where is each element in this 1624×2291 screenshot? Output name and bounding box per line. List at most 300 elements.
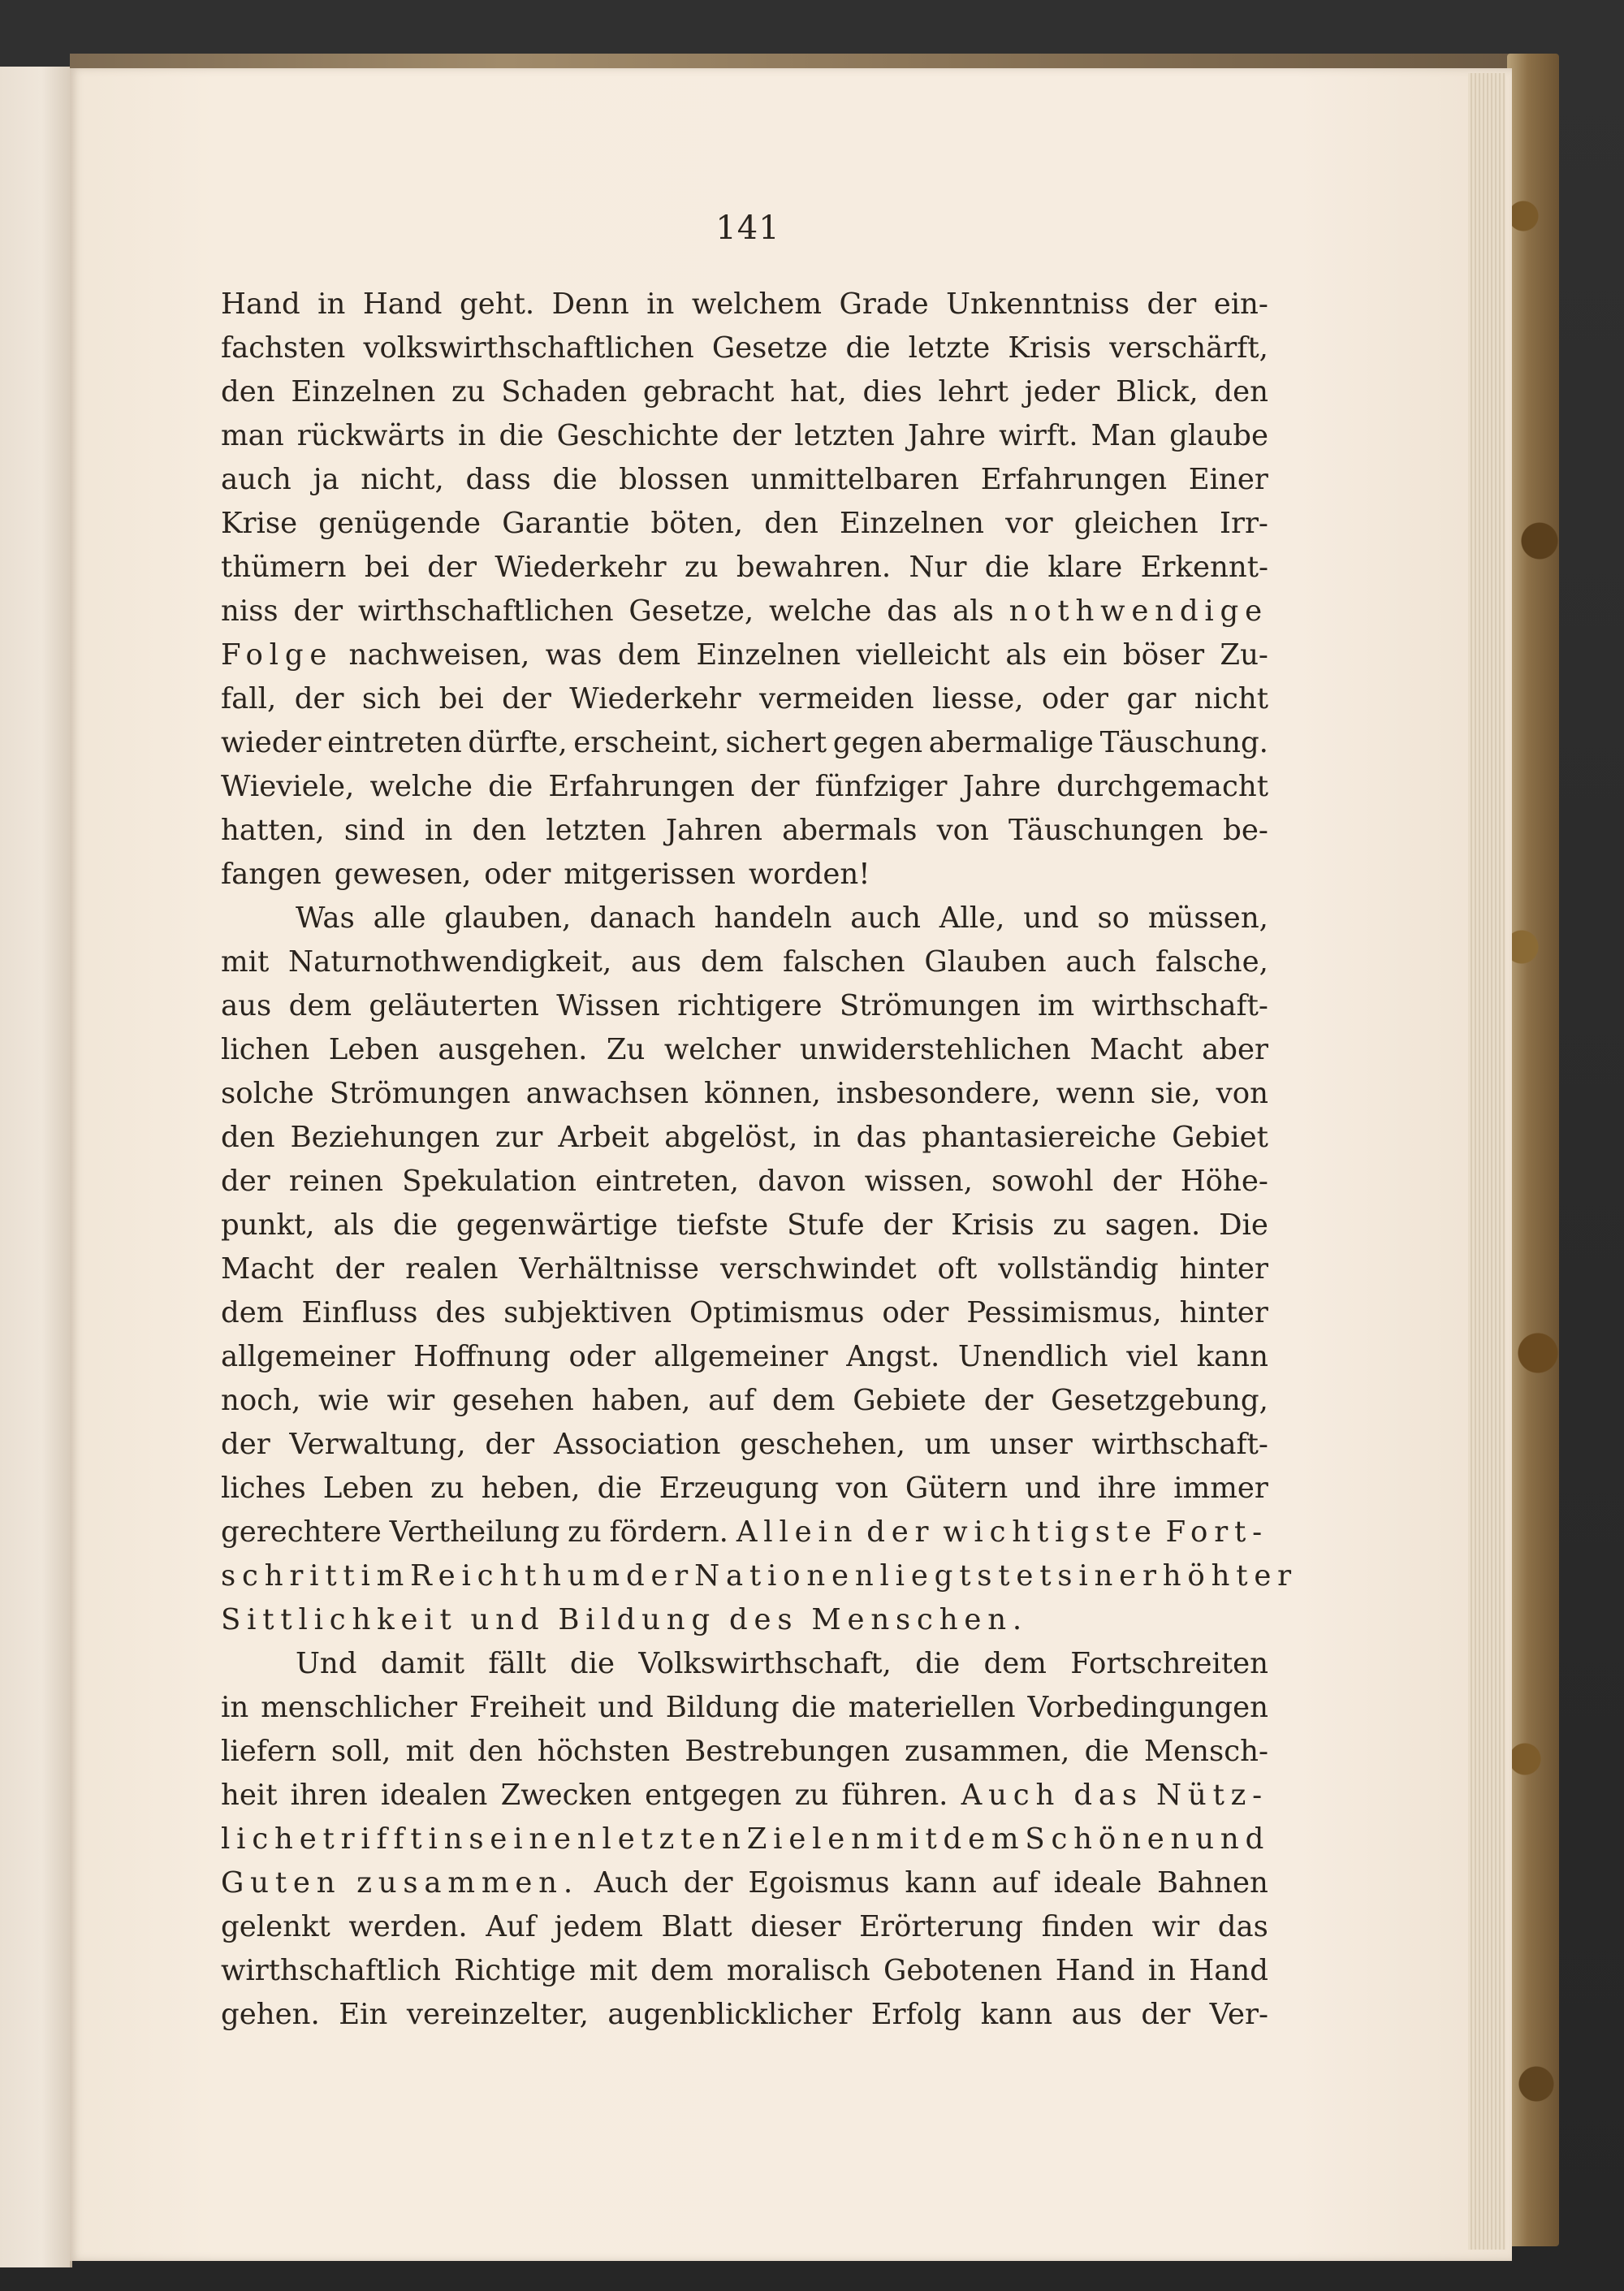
word: von <box>836 1472 888 1505</box>
word: Unkenntniss <box>946 287 1130 321</box>
word: abgelöst, <box>664 1121 798 1154</box>
word: viel <box>1126 1340 1179 1373</box>
word: seinen <box>469 1822 603 1856</box>
word: reinen <box>288 1165 383 1198</box>
word: den <box>764 507 818 540</box>
word: so <box>1097 901 1130 935</box>
word: Leben <box>322 1472 413 1505</box>
word: gelenkt <box>221 1910 330 1943</box>
word: kann <box>980 1998 1053 2031</box>
word: die <box>1084 1735 1129 1768</box>
word: im <box>1038 989 1075 1022</box>
word: bei <box>364 551 409 584</box>
word: Irr- <box>1219 507 1268 540</box>
word: Erfolg <box>870 1998 962 2031</box>
word: aber <box>1202 1033 1268 1066</box>
word: den <box>469 1735 523 1768</box>
word: Angst. <box>846 1340 940 1373</box>
word: wirthschaftlich <box>221 1954 441 1987</box>
word: der <box>1147 287 1197 321</box>
word: Menschen. <box>811 1603 1028 1636</box>
word: Erkennt- <box>1140 551 1268 584</box>
text-line <box>221 414 1268 458</box>
word: Jahren <box>665 814 763 847</box>
word: letzten <box>794 419 895 452</box>
word: dem <box>772 1384 836 1417</box>
word: Hand <box>221 287 300 321</box>
word: Einer <box>1188 463 1268 496</box>
word: subjektiven <box>503 1296 672 1329</box>
word: liches <box>221 1472 306 1505</box>
word: Nur <box>909 551 967 584</box>
page-body-text <box>221 283 1298 2037</box>
word: stets <box>977 1559 1079 1593</box>
word: Macht <box>221 1252 314 1286</box>
word: letzten <box>546 814 646 847</box>
word: lichen <box>221 1033 310 1066</box>
text-line <box>221 458 1268 502</box>
word: Nationen <box>694 1559 880 1593</box>
word: dem <box>221 1296 284 1329</box>
word: geht. <box>459 287 535 321</box>
text-line <box>221 633 1268 677</box>
word: der <box>883 1208 933 1242</box>
word: Krisis <box>1008 331 1092 365</box>
word: der <box>502 682 551 715</box>
word: erscheint, <box>573 726 719 759</box>
word: vor <box>1005 507 1053 540</box>
word: immer <box>1173 1472 1268 1505</box>
word: Fort- <box>1165 1515 1268 1549</box>
word: dem <box>700 945 764 979</box>
word: Zu <box>606 1033 646 1066</box>
word: ein <box>1062 638 1108 672</box>
word: in <box>221 1691 249 1724</box>
word: wirthschaft- <box>1091 989 1268 1022</box>
word: Auch <box>961 1779 1061 1812</box>
word: der <box>221 1428 270 1461</box>
word: Verwaltung, <box>289 1428 466 1461</box>
word: haben, <box>591 1384 691 1417</box>
word: hatten, <box>221 814 325 847</box>
word: Bahnen <box>1157 1866 1268 1900</box>
text-line <box>221 897 1268 940</box>
word: unser <box>989 1428 1073 1461</box>
word: falsche, <box>1155 945 1268 979</box>
word: insbesondere, <box>836 1077 1041 1110</box>
word: den <box>221 375 275 408</box>
word: worden! <box>748 858 870 891</box>
word: entgegen <box>645 1779 782 1812</box>
word: punkt, <box>221 1208 315 1242</box>
word: man <box>221 419 284 452</box>
word: der <box>294 682 344 715</box>
word: Wissen <box>556 989 660 1022</box>
word: der <box>732 419 782 452</box>
word: augenblicklicher <box>607 1998 853 2031</box>
word: die <box>499 419 544 452</box>
word: von <box>936 814 989 847</box>
word: das <box>1073 1779 1143 1812</box>
text-line <box>221 1861 1268 1905</box>
word: Reichthum <box>410 1559 626 1593</box>
word: sagen. <box>1104 1208 1201 1242</box>
word: Strömungen <box>839 989 1021 1022</box>
word: dies <box>862 375 922 408</box>
word: Auf <box>486 1910 536 1943</box>
text-line <box>221 721 1268 765</box>
word: zusammen. <box>356 1866 579 1900</box>
word: Glauben <box>924 945 1047 979</box>
word: Geschichte <box>556 419 719 452</box>
word: die <box>597 1472 642 1505</box>
word: dieser <box>750 1910 841 1943</box>
word: Täuschung. <box>1099 726 1268 759</box>
text-line <box>221 984 1268 1028</box>
word: der <box>335 1252 385 1286</box>
word: gehen. <box>221 1998 320 2031</box>
word: Pessimismus, <box>966 1296 1162 1329</box>
word: Gütern <box>905 1472 1009 1505</box>
word: oder <box>484 858 551 891</box>
word: des <box>435 1296 486 1329</box>
text-line <box>221 1247 1268 1291</box>
word: gegenwärtige <box>456 1208 659 1242</box>
word: Hand <box>362 287 443 321</box>
word: fangen <box>221 858 322 891</box>
word: eintreten, <box>595 1165 740 1198</box>
word: Stufe <box>787 1208 865 1242</box>
word: Nütz- <box>1156 1779 1268 1812</box>
word: Erfahrungen <box>548 770 735 803</box>
word: oder <box>1041 682 1109 715</box>
text-line <box>221 502 1268 546</box>
word: Auch <box>594 1866 668 1900</box>
page-fore-edge <box>1468 73 1505 2250</box>
text-line <box>221 809 1268 853</box>
word: der <box>427 551 477 584</box>
word: ausgehen. <box>438 1033 588 1066</box>
text-line <box>221 940 1268 984</box>
word: davon <box>758 1165 846 1198</box>
word: alle <box>373 901 426 935</box>
word: vollständig <box>998 1252 1159 1286</box>
word: Bildung <box>558 1603 717 1636</box>
word: mit <box>875 1822 944 1856</box>
word: Gesetzgebung, <box>1051 1384 1268 1417</box>
word: richtigere <box>677 989 823 1022</box>
word: noch, <box>221 1384 301 1417</box>
word: gar <box>1126 682 1177 715</box>
word: wirthschaftlichen <box>357 594 614 628</box>
word: sowohl <box>991 1165 1094 1198</box>
word: Freiheit <box>469 1691 586 1724</box>
word: ihre <box>1097 1472 1157 1505</box>
word: Ein <box>339 1998 388 2031</box>
word: können, <box>704 1077 821 1110</box>
word: was <box>545 638 603 672</box>
word: heben, <box>481 1472 581 1505</box>
word: Naturnothwendigkeit, <box>288 945 612 979</box>
word: als <box>952 594 994 628</box>
text-line <box>221 1291 1268 1335</box>
word: wir <box>387 1384 435 1417</box>
word: Zielen <box>746 1822 876 1856</box>
word: das <box>887 594 938 628</box>
word: die <box>845 331 891 365</box>
word: vereinzelter, <box>406 1998 589 2031</box>
text-line <box>221 1642 1268 1686</box>
word: Jahre <box>907 419 987 452</box>
word: in <box>813 1121 841 1154</box>
word: als <box>1005 638 1047 672</box>
word: Krise <box>221 507 298 540</box>
word: in <box>317 287 346 321</box>
word: Macht <box>1090 1033 1183 1066</box>
word: jeder <box>1024 375 1100 408</box>
word: Beziehungen <box>290 1121 480 1154</box>
word: die <box>552 463 598 496</box>
word: verschärft, <box>1109 331 1268 365</box>
word: Gebiet <box>1172 1121 1268 1154</box>
word: die <box>488 770 533 803</box>
word: nachweisen, <box>348 638 530 672</box>
text-line <box>221 326 1268 370</box>
word: hinter <box>1179 1252 1268 1286</box>
text-line <box>221 1423 1268 1467</box>
word: die <box>392 1208 438 1242</box>
text-line <box>221 1116 1268 1160</box>
word: dem <box>288 989 352 1022</box>
page-number: 141 <box>715 210 780 247</box>
word: dem <box>943 1822 1026 1856</box>
word: oder <box>882 1296 949 1329</box>
word: Hand <box>1189 1954 1268 1987</box>
word: realen <box>405 1252 499 1286</box>
word: wenn <box>1056 1077 1135 1110</box>
word: Höhe- <box>1180 1165 1268 1198</box>
word: der <box>983 1384 1034 1417</box>
word: in <box>428 1822 469 1856</box>
word: erhöhter <box>1119 1559 1298 1593</box>
word: der <box>625 1559 695 1593</box>
word: dem <box>617 638 681 672</box>
word: mit <box>589 1954 637 1987</box>
word: tiefste <box>676 1208 769 1242</box>
word: wir <box>1151 1910 1200 1943</box>
text-line <box>221 1028 1268 1072</box>
word: Egoismus <box>748 1866 890 1900</box>
word: sie, <box>1150 1077 1201 1110</box>
text-line <box>221 1554 1298 1598</box>
text-line <box>221 370 1268 414</box>
word: allgemeiner <box>654 1340 828 1373</box>
word: oder <box>568 1340 636 1373</box>
word: den <box>472 814 527 847</box>
word: Vertheilung <box>389 1515 560 1549</box>
text-line <box>221 1818 1271 1861</box>
word: der <box>749 770 800 803</box>
word: gleichen <box>1073 507 1199 540</box>
word: oft <box>937 1252 978 1286</box>
word: Einzelnen <box>291 375 436 408</box>
text-line <box>221 546 1268 590</box>
word: sind <box>343 814 406 847</box>
word: der <box>221 1165 270 1198</box>
word: Leben <box>328 1033 419 1066</box>
word: Man <box>1091 419 1157 452</box>
word: rückwärts <box>296 419 446 452</box>
word: Bestrebungen <box>685 1735 890 1768</box>
word: mit <box>405 1735 454 1768</box>
word: Schaden <box>501 375 628 408</box>
word: Alle, <box>939 901 1005 935</box>
word: abermals <box>782 814 918 847</box>
word: und <box>1195 1822 1271 1856</box>
word: blossen <box>619 463 730 496</box>
word: Und <box>296 1647 357 1680</box>
word: bewahren. <box>736 551 892 584</box>
word: glaube <box>1169 419 1268 452</box>
word: in <box>646 287 675 321</box>
word: Die <box>1219 1208 1268 1242</box>
text-line <box>221 1072 1268 1116</box>
word: die <box>915 1647 961 1680</box>
text-line <box>221 1949 1268 1993</box>
word: aus <box>1071 1998 1122 2031</box>
word: letzte <box>908 331 991 365</box>
word: nicht, <box>361 463 444 496</box>
word: eintreten <box>327 726 462 759</box>
word: Jahre <box>962 770 1041 803</box>
word: Einfluss <box>301 1296 418 1329</box>
word: Richtige <box>454 1954 577 1987</box>
text-line <box>221 1335 1268 1379</box>
word: falschen <box>783 945 905 979</box>
word: Ver- <box>1209 1998 1268 2031</box>
text-line <box>221 1686 1268 1730</box>
word: Gesetze, <box>628 594 754 628</box>
word: Fortschreiten <box>1070 1647 1268 1680</box>
word: den <box>1214 375 1268 408</box>
word: kann <box>905 1866 977 1900</box>
word: durchgemacht <box>1056 770 1268 803</box>
word: ein- <box>1213 287 1268 321</box>
word: moralisch <box>726 1954 870 1987</box>
word: volkswirthschaftlichen <box>363 331 694 365</box>
word: klare <box>1047 551 1123 584</box>
word: damit <box>380 1647 464 1680</box>
word: werden. <box>348 1910 468 1943</box>
word: Vorbedingungen <box>1027 1691 1268 1724</box>
word: Wieviele, <box>221 770 355 803</box>
text-line <box>221 765 1268 809</box>
word: bei <box>438 682 484 715</box>
word: genügende <box>318 507 482 540</box>
text-line <box>221 1730 1268 1774</box>
word: Schönen <box>1025 1822 1196 1856</box>
word: hinter <box>1179 1296 1268 1329</box>
text-line <box>221 590 1268 633</box>
word: zu <box>794 1779 829 1812</box>
word: sich <box>361 682 421 715</box>
word: zu <box>568 1515 602 1549</box>
word: das <box>856 1121 907 1154</box>
text-line <box>221 1160 1268 1204</box>
text-line <box>221 1204 1268 1247</box>
text-line <box>221 283 1268 326</box>
word: mit <box>221 945 270 979</box>
word: hat, <box>790 375 847 408</box>
word: Zu- <box>1220 638 1268 672</box>
word: fünfziger <box>814 770 948 803</box>
word: dem <box>983 1647 1047 1680</box>
word: mitgerissen <box>564 858 736 891</box>
word: der <box>485 1428 535 1461</box>
word: und <box>470 1603 546 1636</box>
word: dass <box>465 463 531 496</box>
word: heit <box>221 1779 278 1812</box>
word: zu <box>1052 1208 1087 1242</box>
text-line <box>221 1511 1268 1554</box>
word: der <box>1112 1165 1162 1198</box>
word: handeln <box>714 901 832 935</box>
word: zusammen, <box>905 1735 1070 1768</box>
word: den <box>221 1121 275 1154</box>
word: und <box>1025 1472 1081 1505</box>
word: Einzelnen <box>840 507 984 540</box>
word: gesehen <box>452 1384 574 1417</box>
word: gegen <box>832 726 923 759</box>
word: Zwecken <box>500 1779 632 1812</box>
word: Erörterung <box>859 1910 1024 1943</box>
word: anwachsen <box>525 1077 689 1110</box>
word: nothwendige <box>1009 594 1268 628</box>
word: welchem <box>691 287 823 321</box>
word: auf <box>708 1384 755 1417</box>
word: liefern <box>221 1735 317 1768</box>
word: verschwindet <box>719 1252 917 1286</box>
word: dürfte, <box>468 726 568 759</box>
word: in <box>458 419 486 452</box>
word: jedem <box>554 1910 643 1943</box>
word: liesse, <box>932 682 1024 715</box>
word: Blick, <box>1116 375 1199 408</box>
word: der <box>866 1515 935 1549</box>
word: niss <box>221 594 279 628</box>
word: Association <box>553 1428 721 1461</box>
word: im <box>361 1559 411 1593</box>
word: Wiederkehr <box>495 551 667 584</box>
word: führen. <box>841 1779 948 1812</box>
word: Erzeugung <box>659 1472 819 1505</box>
word: in <box>1147 1954 1176 1987</box>
word: ja <box>313 463 339 496</box>
word: des <box>728 1603 799 1636</box>
word: geschehen, <box>740 1428 905 1461</box>
word: letzten <box>602 1822 747 1856</box>
word: glauben, <box>444 901 572 935</box>
word: materiellen <box>848 1691 1016 1724</box>
word: wichtigste <box>943 1515 1158 1549</box>
word: kann <box>1196 1340 1268 1373</box>
word: unmittelbaren <box>750 463 960 496</box>
text-line <box>221 1467 1268 1511</box>
word: Garantie <box>502 507 630 540</box>
word: liegt <box>879 1559 978 1593</box>
word: thümern <box>221 551 347 584</box>
word: Guten <box>221 1866 342 1900</box>
